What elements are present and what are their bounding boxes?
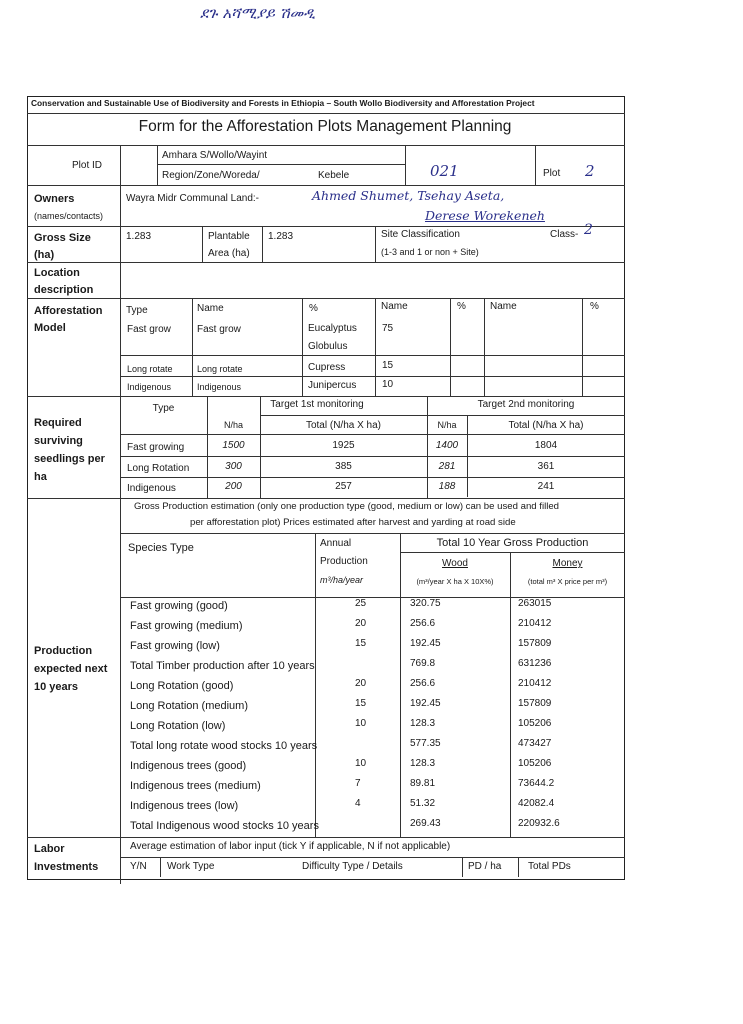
model-row-name: Long rotate bbox=[197, 364, 243, 374]
production-row-annual: 4 bbox=[355, 798, 361, 809]
production-row-annual: 10 bbox=[355, 758, 367, 769]
model-row-species: Eucalyptus bbox=[308, 323, 357, 334]
production-row-annual: 20 bbox=[355, 618, 367, 629]
location-sublabel: description bbox=[34, 284, 94, 296]
annual-header-2: Production bbox=[320, 556, 368, 567]
model-header-name-3: Name bbox=[490, 301, 517, 312]
production-row-money: 42082.4 bbox=[518, 798, 555, 809]
labor-label-1: Labor bbox=[34, 843, 65, 855]
production-row-wood: 51.32 bbox=[410, 798, 436, 809]
production-row-annual: 15 bbox=[355, 698, 367, 709]
production-label-2: expected next bbox=[34, 663, 108, 675]
model-row-type: Long rotate bbox=[127, 364, 173, 374]
afforestation-sublabel: Model bbox=[34, 322, 66, 334]
region-label: Region/Zone/Woreda/ bbox=[162, 170, 260, 181]
production-row-species: Fast growing (good) bbox=[130, 600, 228, 612]
total-header-2: Total (N/ha X ha) bbox=[508, 420, 584, 431]
gross-size-value: 1.283 bbox=[126, 231, 152, 242]
production-row-species: Total Timber production after 10 years bbox=[130, 660, 315, 672]
seedlings-label-1: Required bbox=[34, 417, 82, 429]
model-row-pct: 15 bbox=[382, 360, 394, 371]
production-row-species: Long Rotation (good) bbox=[130, 680, 234, 692]
production-row-money: 473427 bbox=[518, 738, 552, 749]
handwritten-header: ደጉ አሻሚያይ ሽመዲ bbox=[200, 4, 316, 22]
production-row-wood: 256.6 bbox=[410, 618, 436, 629]
seedling-row-n1: 300 bbox=[225, 461, 242, 472]
labor-header-pd-ha: PD / ha bbox=[468, 861, 502, 872]
seedling-row-t2: 241 bbox=[537, 481, 555, 492]
production-row-money: 105206 bbox=[518, 718, 552, 729]
production-note-1: Gross Production estimation (only one production type (good, medium or low) can be used and filled bbox=[134, 501, 560, 512]
production-row-annual: 25 bbox=[355, 598, 367, 609]
plantable-value: 1.283 bbox=[268, 231, 294, 242]
production-row-wood: 128.3 bbox=[410, 718, 436, 729]
production-row-annual: 10 bbox=[355, 718, 367, 729]
kebele-value: 021 bbox=[430, 162, 459, 180]
production-row-wood: 269.43 bbox=[410, 818, 441, 829]
owners-handwritten-1: Ahmed Shumet, Tsehay Aseta, bbox=[312, 188, 505, 203]
seedling-row-type: Indigenous bbox=[127, 483, 176, 494]
seedling-row-type: Fast growing bbox=[127, 442, 185, 453]
production-row-species: Fast growing (medium) bbox=[130, 620, 243, 632]
plot-id-label: Plot ID bbox=[72, 160, 103, 171]
nha-header-2: N/ha bbox=[437, 420, 457, 430]
species-type-header: Species Type bbox=[128, 542, 194, 554]
plantable-label: Plantable bbox=[208, 231, 250, 242]
production-row-species: Total Indigenous wood stocks 10 years bbox=[130, 820, 319, 832]
annual-header-3: m³/ha/year bbox=[320, 575, 364, 585]
production-label-3: 10 years bbox=[34, 681, 79, 693]
production-row-wood: 192.45 bbox=[410, 638, 441, 649]
model-row-type: Fast grow bbox=[127, 324, 171, 335]
money-header: Money bbox=[552, 558, 583, 569]
seedlings-label-4: ha bbox=[34, 471, 47, 483]
production-row-annual: 20 bbox=[355, 678, 367, 689]
production-row-money: 631236 bbox=[518, 658, 552, 669]
owners-handwritten-2: Derese Worekeneh bbox=[425, 208, 545, 223]
model-row-name: Fast grow bbox=[197, 324, 241, 335]
production-row-wood: 577.35 bbox=[410, 738, 441, 749]
gross-size-unit: (ha) bbox=[34, 249, 55, 261]
production-row-species: Indigenous trees (medium) bbox=[130, 780, 261, 792]
production-row-species: Indigenous trees (low) bbox=[130, 800, 239, 812]
plot-label: Plot bbox=[543, 168, 561, 179]
production-row-wood: 256.6 bbox=[410, 678, 436, 689]
wood-header-formula: (m³/year X ha X 10X%) bbox=[416, 577, 494, 586]
production-row-wood: 89.81 bbox=[410, 778, 436, 789]
total-header-1: Total (N/ha X ha) bbox=[305, 420, 382, 431]
target1-header: Target 1st monitoring bbox=[270, 399, 364, 410]
model-header-name: Name bbox=[197, 303, 224, 314]
labor-header-total-pds: Total PDs bbox=[528, 861, 571, 872]
plot-value: 2 bbox=[585, 162, 595, 180]
production-row-money: 263015 bbox=[518, 598, 552, 609]
production-row-wood: 192.45 bbox=[410, 698, 441, 709]
location-label: Location bbox=[34, 267, 80, 279]
seedling-row-t1: 1925 bbox=[332, 440, 355, 451]
seedlings-label-3: seedlings per bbox=[34, 453, 105, 465]
production-row-money: 157809 bbox=[518, 698, 552, 709]
production-label-1: Production bbox=[34, 645, 93, 657]
production-row-wood: 320.75 bbox=[410, 598, 441, 609]
labor-header-work-type: Work Type bbox=[167, 861, 215, 872]
seedling-row-t2: 1804 bbox=[534, 440, 558, 451]
production-row-money: 157809 bbox=[518, 638, 552, 649]
production-row-species: Long Rotation (medium) bbox=[130, 700, 249, 712]
form-title: Form for the Afforestation Plots Management Planning bbox=[138, 118, 512, 135]
class-handwritten: 2 bbox=[584, 222, 593, 238]
model-row-species-2: Globulus bbox=[308, 341, 348, 352]
class-printed: Class- bbox=[550, 229, 579, 240]
seedling-row-n2: 1400 bbox=[435, 440, 459, 451]
seedling-row-type: Long Rotation bbox=[127, 463, 190, 474]
model-header-pct-2: % bbox=[457, 301, 466, 312]
production-row-species: Indigenous trees (good) bbox=[130, 760, 247, 772]
owners-label: Owners bbox=[34, 193, 75, 205]
seedling-row-n2: 188 bbox=[438, 481, 456, 492]
gross-size-label: Gross Size bbox=[34, 232, 91, 244]
production-row-money: 210412 bbox=[518, 678, 552, 689]
target2-header: Target 2nd monitoring bbox=[477, 399, 575, 410]
production-row-money: 73644.2 bbox=[518, 778, 555, 789]
nha-header-1: N/ha bbox=[223, 420, 243, 430]
region-value: Amhara S/Wollo/Wayint bbox=[162, 150, 268, 161]
seedling-row-n2: 281 bbox=[438, 461, 456, 472]
model-header-name-2: Name bbox=[381, 301, 408, 312]
seedling-row-n1: 1500 bbox=[222, 440, 245, 451]
seedling-row-t2: 361 bbox=[537, 461, 555, 472]
production-row-species: Fast growing (low) bbox=[130, 640, 220, 652]
production-row-wood: 769.8 bbox=[410, 658, 436, 669]
seedling-row-t1: 257 bbox=[335, 481, 352, 492]
total-10-year-header: Total 10 Year Gross Production bbox=[436, 537, 589, 549]
labor-header-difficulty: Difficulty Type / Details bbox=[302, 861, 403, 872]
labor-header-yn: Y/N bbox=[130, 861, 147, 872]
labor-label-2: Investments bbox=[34, 861, 99, 873]
seedling-row-t1: 385 bbox=[335, 461, 352, 472]
site-class-hint: (1-3 and 1 or non + Site) bbox=[381, 247, 479, 257]
production-row-money: 105206 bbox=[518, 758, 552, 769]
model-header-type: Type bbox=[126, 305, 148, 316]
kebele-label: Kebele bbox=[318, 170, 350, 181]
model-row-species: Junipercus bbox=[308, 380, 357, 391]
seedling-row-n1: 200 bbox=[225, 481, 242, 492]
seedlings-type-header: Type bbox=[152, 403, 175, 414]
model-row-pct: 10 bbox=[382, 379, 394, 390]
production-row-money: 220932.6 bbox=[518, 818, 560, 829]
model-row-name: Indigenous bbox=[197, 382, 242, 392]
site-class-label: Site Classification bbox=[381, 229, 460, 240]
production-row-species: Long Rotation (low) bbox=[130, 720, 226, 732]
plantable-unit: Area (ha) bbox=[208, 248, 250, 259]
seedlings-label-2: surviving bbox=[34, 435, 83, 447]
production-row-annual: 15 bbox=[355, 638, 367, 649]
annual-header-1: Annual bbox=[320, 538, 352, 549]
owners-printed: Wayra Midr Communal Land:- bbox=[126, 193, 260, 204]
production-note-2: per afforestation plot) Prices estimated after harvest and yarding at road side bbox=[190, 517, 516, 528]
model-row-type: Indigenous bbox=[127, 382, 172, 392]
production-row-money: 210412 bbox=[518, 618, 552, 629]
model-header-pct-3: % bbox=[590, 301, 599, 312]
model-row-species: Cupress bbox=[308, 362, 346, 373]
money-header-formula: (total m³ X price per m³) bbox=[527, 577, 608, 586]
production-row-wood: 128.3 bbox=[410, 758, 436, 769]
production-row-annual: 7 bbox=[355, 778, 361, 789]
afforestation-label: Afforestation bbox=[34, 305, 103, 317]
wood-header: Wood bbox=[442, 558, 468, 569]
project-title: Conservation and Sustainable Use of Biodiversity and Forests in Ethiopia – South Wollo Biodiversity and Afforestation Project bbox=[31, 98, 535, 108]
production-row-species: Total long rotate wood stocks 10 years bbox=[130, 740, 318, 752]
owners-sublabel: (names/contacts) bbox=[34, 211, 104, 221]
model-header-pct: % bbox=[309, 303, 318, 314]
labor-note: Average estimation of labor input (tick Y if applicable, N if not applicable) bbox=[130, 841, 451, 852]
model-row-pct: 75 bbox=[382, 323, 394, 334]
